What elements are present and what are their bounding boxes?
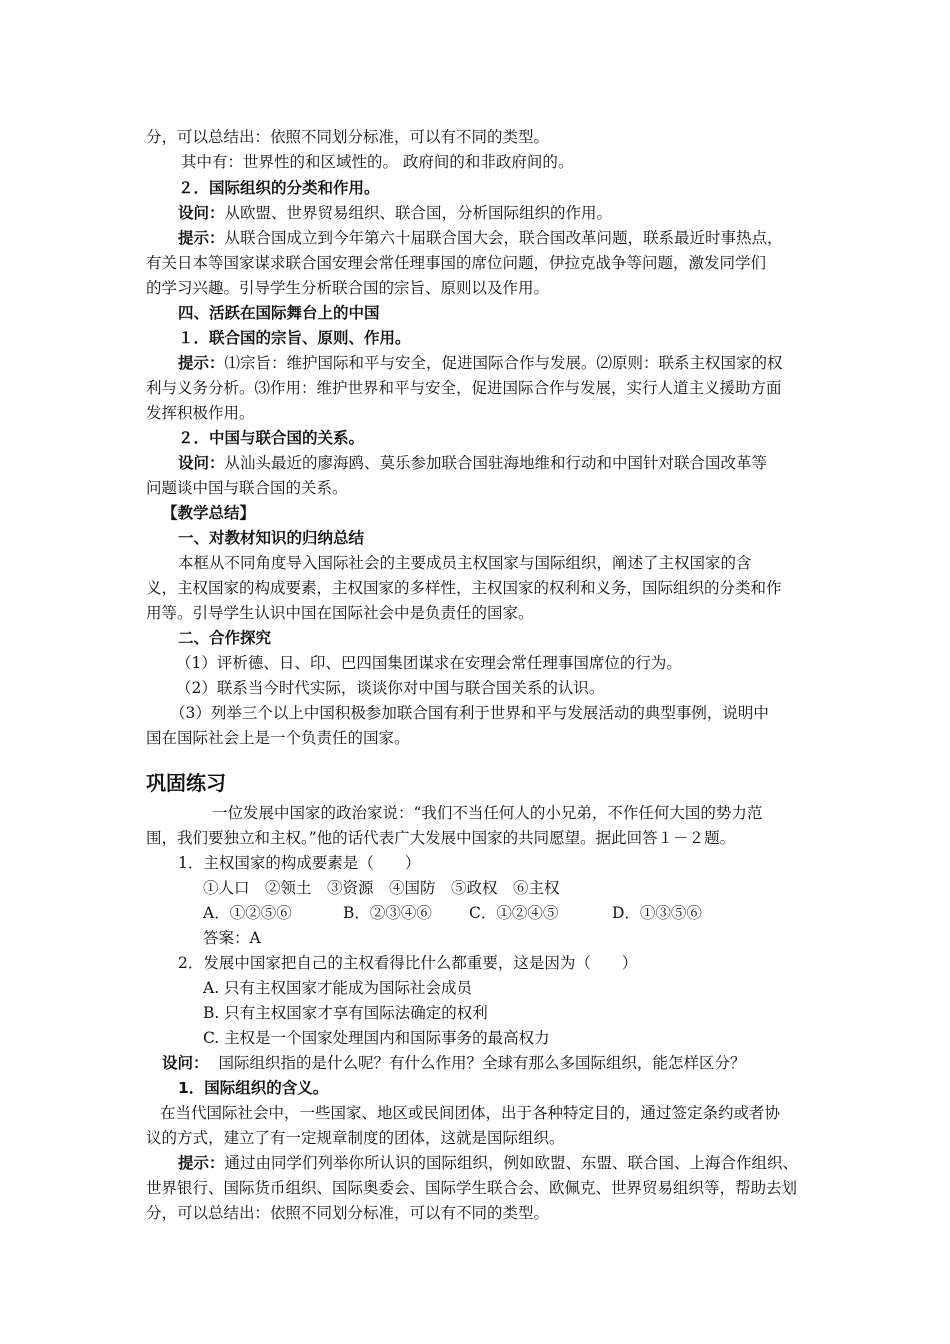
section-heading: １．联合国的宗旨、原则、作用。 [178, 329, 411, 347]
option-a: A. 只有主权国家才能成为国际社会成员 [203, 979, 473, 997]
option-b: B. 只有主权国家才享有国际法确定的权利 [203, 1004, 488, 1022]
text-line: 有关日本等国家谋求联合国安理会常任理事国的席位问题，伊拉克战争等问题，激发同学们 [146, 254, 767, 272]
question-text: 从汕头最近的廖海鸥、莫乐参加联合国驻海地维和行动和中国针对联合国改革等 [224, 454, 768, 472]
summary-title: 【教学总结】 [162, 504, 256, 522]
text-line: 围，我们要独立和主权。”他的话代表广大发展中国家的共同愿望。据此回答１－２题。 [146, 829, 736, 847]
question-line [178, 453, 767, 473]
question-text: 国际组织指的是什么呢？有什么作用？全球有那么多国际组织，能怎样区分？ [218, 1054, 746, 1072]
text-line: 分，可以总结出：依照不同划分标准，可以有不同的类型。 [146, 1204, 550, 1222]
tip-text: 从联合国成立到今年第六十届联合国大会，联合国改革问题，联系最近时事热点， [224, 229, 783, 247]
question-1: 1．主权国家的构成要素是（ ） [178, 854, 421, 872]
subsection-title: 一、对教材知识的归纳总结 [178, 529, 365, 547]
text-line: 在当代国际社会中，一些国家、地区或民间团体，出于各种特定目的，通过签定条约或者协 [160, 1104, 781, 1122]
tip-label: 提示： [178, 1154, 225, 1172]
question-1-options [203, 903, 702, 923]
subsection-title: 二、合作探究 [178, 629, 272, 647]
question-2: 2．发展中国家把自己的主权看得比什么都重要，这是因为（ ） [178, 954, 638, 972]
text-line: 用等。引导学生认识中国在国际社会中是负责任的国家。 [146, 604, 534, 622]
text-line: 世界银行、国际货币组织、国际奥委会、国际学生联合会、欧佩克、世界贸易组织等，帮助去划 [146, 1179, 798, 1197]
option-c: C. 主权是一个国家处理国内和国际事务的最高权力 [203, 1029, 550, 1047]
tip-text: 通过由同学们列举你所认识的国际组织，例如欧盟、东盟、联合国、上海合作组织、 [224, 1154, 799, 1172]
tip-text: ⑴宗旨：维护国际和平与安全，促进国际合作与发展。⑵原则：联系主权国家的权 [224, 354, 783, 372]
tip-label: 提示： [178, 229, 225, 247]
text-line: 本框从不同角度导入国际社会的主要成员主权国家与国际组织，阐述了主权国家的含 [178, 554, 752, 572]
tip-line [178, 353, 783, 373]
list-item: （3）列举三个以上中国积极参加联合国有利于世界和平与发展活动的典型事例，说明中 [170, 704, 769, 722]
answer: 答案：A [203, 929, 261, 947]
question-text: 从欧盟、世界贸易组织、联合国，分析国际组织的作用。 [224, 204, 613, 222]
section-heading: ２．中国与联合国的关系。 [178, 429, 365, 447]
option-b: B．②③④⑥ [343, 904, 432, 922]
text-line: 国在国际社会上是一个负责任的国家。 [146, 729, 410, 747]
question-line [178, 203, 612, 223]
list-item: （2）联系当今时代实际，谈谈你对中国与联合国关系的认识。 [176, 679, 605, 697]
text-line: 义，主权国家的构成要素，主权国家的多样性，主权国家的权利和义务，国际组织的分类和作 [146, 579, 782, 597]
section-title: 四、活跃在国际舞台上的中国 [178, 304, 380, 322]
text-line: 一位发展中国家的政治家说：“我们不当任何人的小兄弟，不作任何大国的势力范 [212, 804, 763, 822]
text-line: 问题谈中国与联合国的关系。 [146, 479, 348, 497]
option-c: C．①②④⑤ [469, 904, 559, 922]
question-label: 设问： [178, 454, 225, 472]
text-line: 的学习兴趣。引导学生分析联合国的宗旨、原则以及作用。 [146, 279, 550, 297]
section-heading: ２．国际组织的分类和作用。 [178, 179, 380, 197]
question-label: 设问： [162, 1054, 209, 1072]
question-1-elements: ①人口 ②领土 ③资源 ④国防 ⑤政权 ⑥主权 [203, 879, 560, 897]
tip-line [178, 228, 783, 248]
text-line: 其中有：世界性的和区域性的。 政府间的和非政府间的。 [181, 153, 574, 171]
tip-line [178, 1153, 798, 1173]
option-a: A．①②⑤⑥ [203, 904, 292, 922]
option-d: D．①③⑤⑥ [612, 904, 702, 922]
question-line [162, 1053, 746, 1073]
text-line: 分，可以总结出：依照不同划分标准，可以有不同的类型。 [146, 128, 550, 146]
question-label: 设问： [178, 204, 225, 222]
section-heading: 1．国际组织的含义。 [178, 1079, 329, 1097]
tip-label: 提示： [178, 354, 225, 372]
text-line: 发挥积极作用。 [146, 404, 255, 422]
practice-heading: 巩固练习 [146, 771, 226, 795]
list-item: （1）评析德、日、印、巴四国集团谋求在安理会常任理事国席位的行为。 [176, 654, 682, 672]
text-line: 议的方式，建立了有一定规章制度的团体，这就是国际组织。 [146, 1129, 565, 1147]
text-line: 利与义务分析。⑶作用：维护世界和平与安全，促进国际合作与发展，实行人道主义援助方面 [146, 379, 782, 397]
